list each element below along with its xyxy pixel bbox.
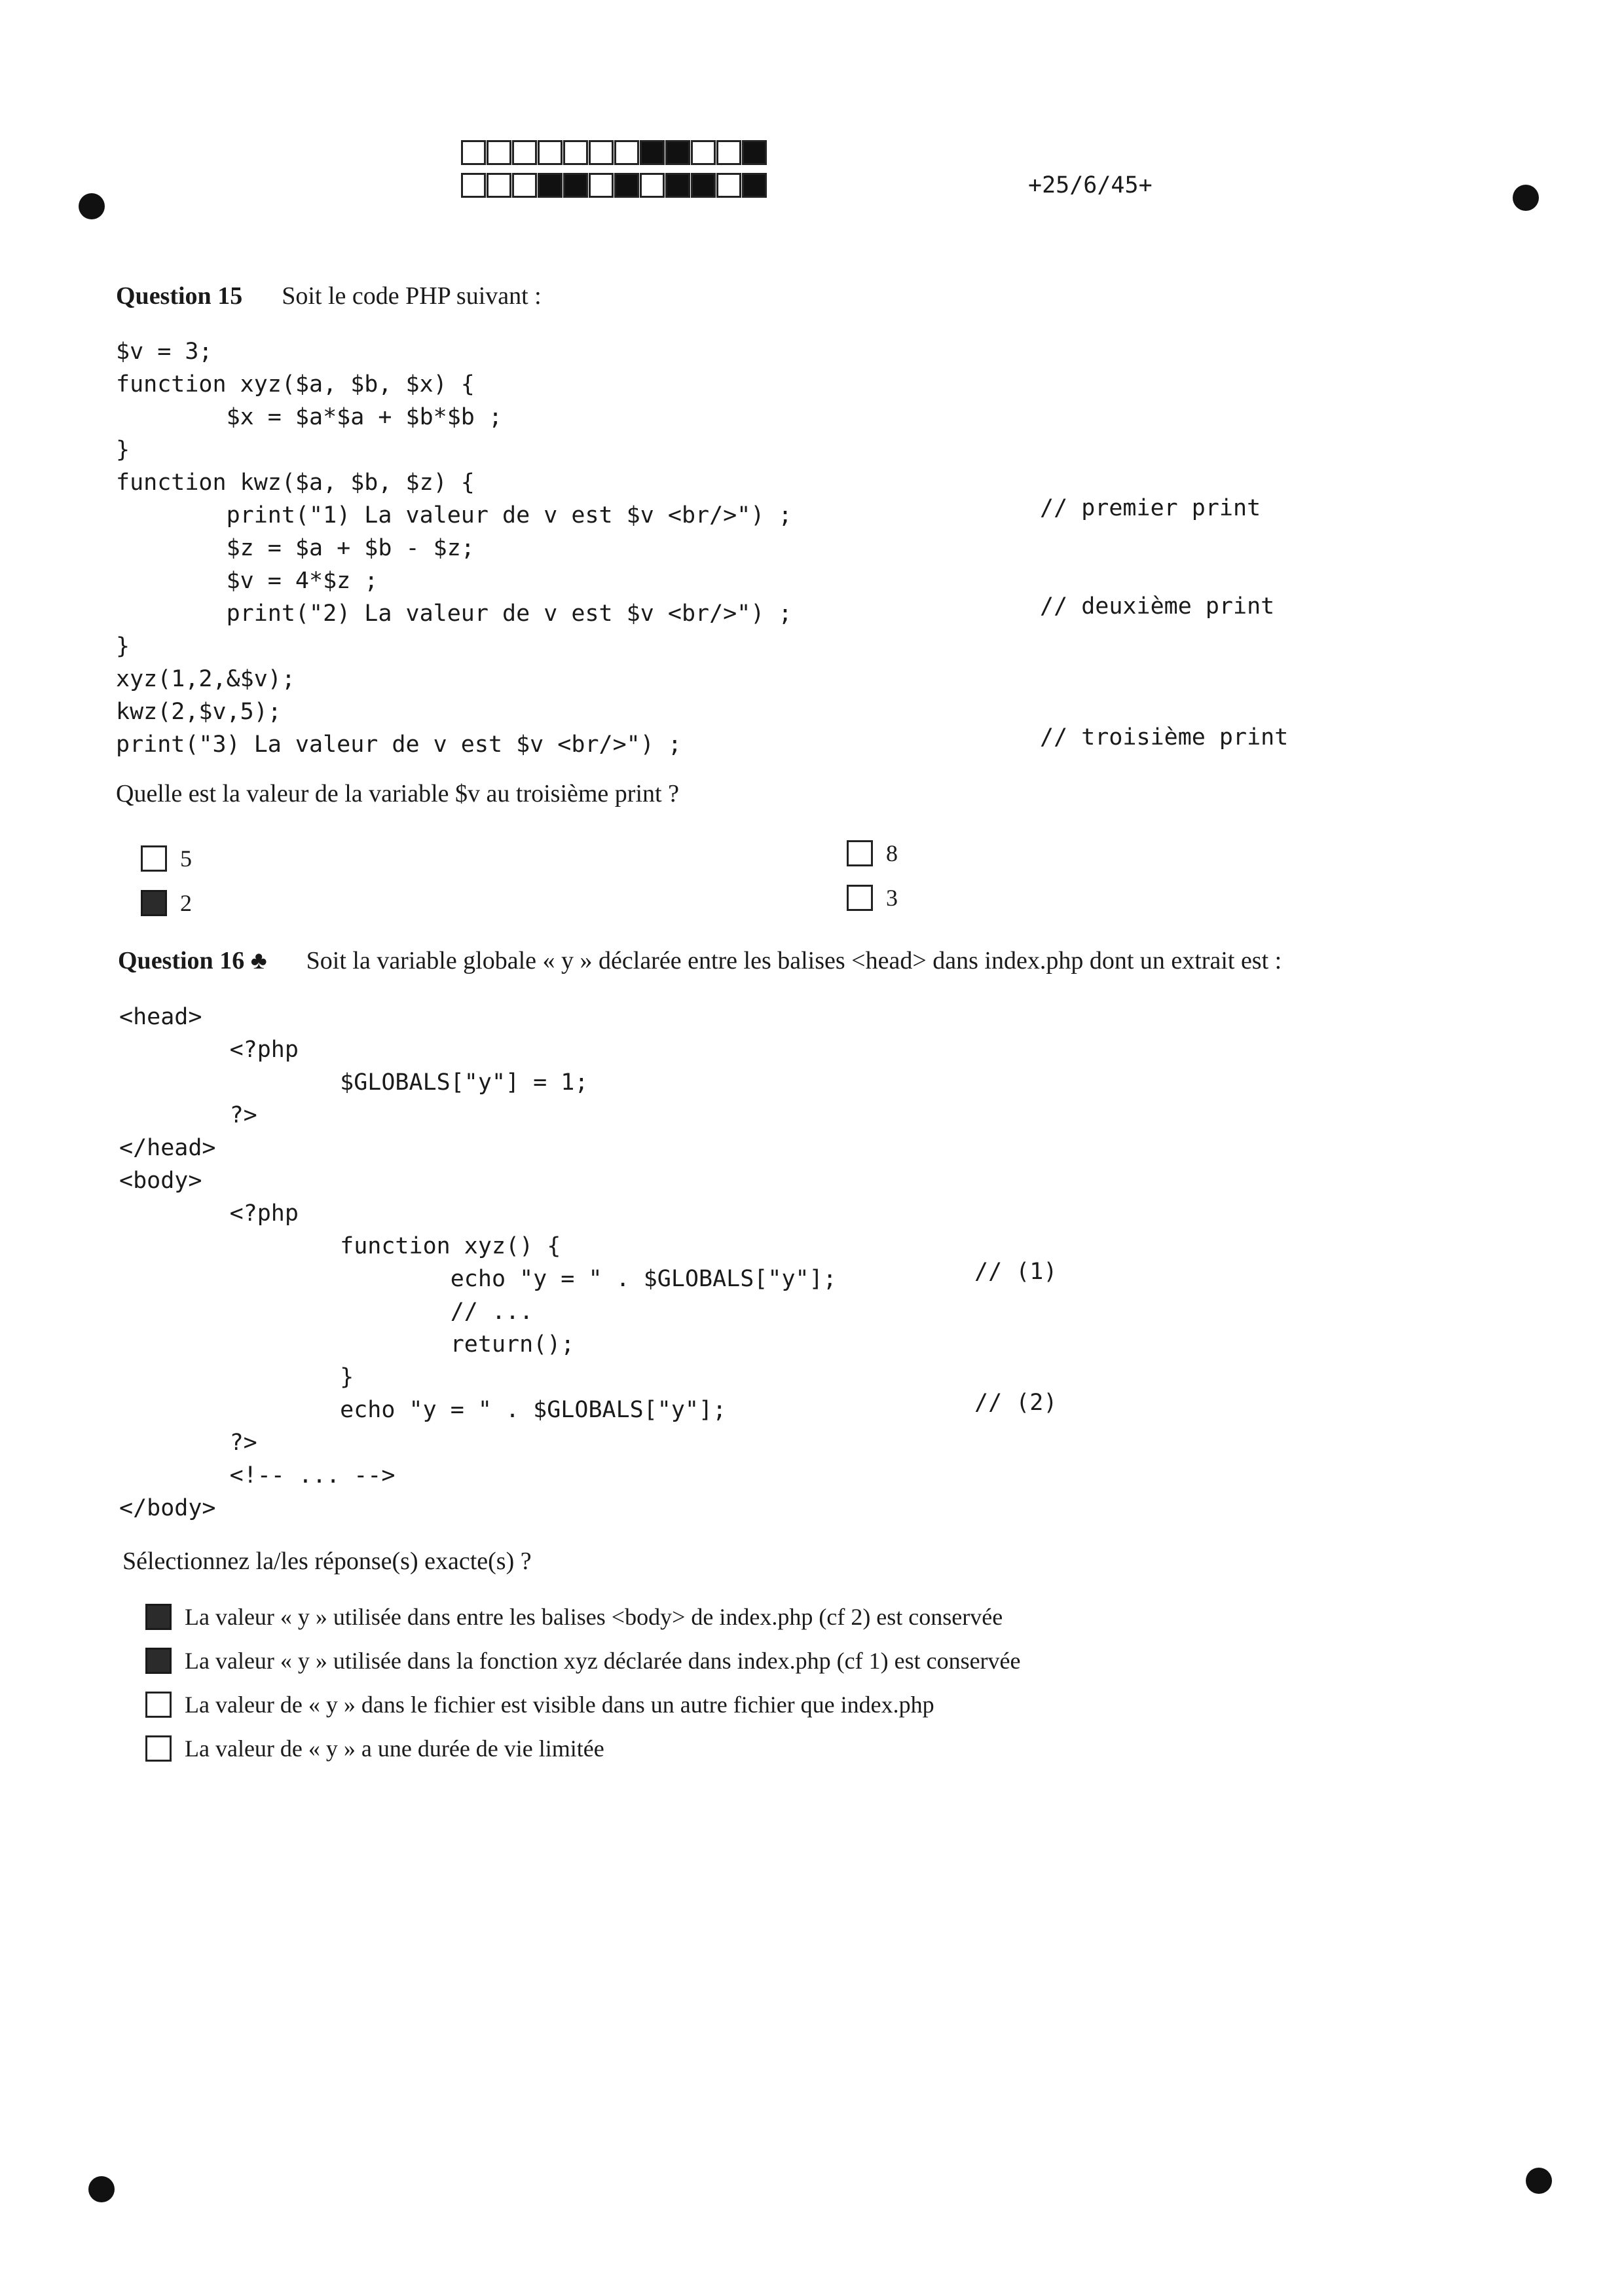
q16-code-line: } <box>119 1364 354 1390</box>
barcode-cell <box>665 173 690 198</box>
q15-code-line: $v = 3; <box>116 339 213 365</box>
barcode-cell <box>665 140 690 165</box>
barcode-cell <box>589 173 614 198</box>
barcode-cell <box>614 173 639 198</box>
q16-option-4-label: La valeur de « y » a une durée de vie limitée <box>185 1735 604 1762</box>
comment-1: // (1) <box>974 1259 1058 1285</box>
registration-mark-top-left <box>79 193 105 219</box>
q15-code-line: } <box>116 633 130 659</box>
q15-option-3-label: 3 <box>886 885 898 911</box>
q15-option-8-label: 8 <box>886 840 898 866</box>
barcode-cell <box>640 140 665 165</box>
q15-option-2-checkbox[interactable] <box>141 890 167 916</box>
q15-code-line: xyz(1,2,&$v); <box>116 666 295 692</box>
question-15-intro: Soit le code PHP suivant : <box>282 282 542 310</box>
barcode-cell <box>487 140 511 165</box>
q16-option-2-checkbox[interactable] <box>145 1648 172 1674</box>
barcode-cell <box>614 140 639 165</box>
q16-option-4-checkbox[interactable] <box>145 1735 172 1762</box>
q16-code-line: return(); <box>119 1331 575 1358</box>
q15-code-line: kwz(2,$v,5); <box>116 699 282 725</box>
q16-code-line: </body> <box>119 1495 216 1521</box>
q15-option-2[interactable] <box>141 889 192 917</box>
q15-option-5-label: 5 <box>180 845 192 872</box>
q16-code-line: <!-- ... --> <box>119 1462 396 1489</box>
q16-option-1-checkbox[interactable] <box>145 1604 172 1630</box>
barcode-cell <box>691 173 716 198</box>
q16-code-line: </head> <box>119 1135 216 1161</box>
barcode-cell <box>640 173 665 198</box>
q16-option-3[interactable] <box>145 1691 934 1718</box>
q15-code-line: function xyz($a, $b, $x) { <box>116 371 475 398</box>
q16-code-line: ?> <box>119 1102 257 1128</box>
q15-option-8[interactable] <box>847 840 898 867</box>
q16-option-1[interactable] <box>145 1603 1003 1631</box>
q16-option-1-label: La valeur « y » utilisée dans entre les balises <body> de index.php (cf 2) est conservée <box>185 1604 1003 1630</box>
q15-code-line: $x = $a*$a + $b*$b ; <box>116 404 503 430</box>
barcode-cell <box>742 140 767 165</box>
q16-code-line: // ... <box>119 1299 534 1325</box>
comment-troisieme-print: // troisième print <box>1040 724 1289 750</box>
barcode-cell <box>716 173 741 198</box>
question-16-code <box>119 1001 837 1525</box>
q16-code-line: $GLOBALS["y"] = 1; <box>119 1069 589 1096</box>
q16-code-line: <head> <box>119 1004 202 1030</box>
barcode-cell <box>589 140 614 165</box>
barcode-cell <box>461 173 486 198</box>
q15-option-2-label: 2 <box>180 890 192 916</box>
comment-premier-print: // premier print <box>1040 495 1261 521</box>
registration-mark-bottom-left <box>88 2176 115 2202</box>
q15-code-line: $v = 4*$z ; <box>116 568 378 594</box>
comment-2: // (2) <box>974 1390 1058 1416</box>
barcode-cell <box>742 173 767 198</box>
q15-code-line: print("2) La valeur de v est $v <br/>") ; <box>116 601 792 627</box>
q16-option-2[interactable] <box>145 1647 1021 1675</box>
q15-option-5-checkbox[interactable] <box>141 845 167 872</box>
question-16-title <box>118 946 1282 975</box>
question-15-prompt: Quelle est la valeur de la variable $v au troisième print ? <box>116 780 679 807</box>
question-16-intro: Soit la variable globale « y » déclarée entre les balises <head> dans index.php dont un extrait est : <box>306 947 1282 974</box>
q15-code-line: $z = $a + $b - $z; <box>116 535 475 561</box>
comment-deuxieme-print: // deuxième print <box>1040 593 1275 620</box>
question-16-prompt: Sélectionnez la/les réponse(s) exacte(s) ? <box>122 1547 532 1575</box>
q16-code-line: <body> <box>119 1168 202 1194</box>
q15-code-line: print("3) La valeur de v est $v <br/>") ; <box>116 731 682 758</box>
question-15-code <box>116 335 792 761</box>
barcode-cell <box>512 173 537 198</box>
q15-code-line: function kwz($a, $b, $z) { <box>116 470 475 496</box>
barcode-cell <box>691 140 716 165</box>
registration-mark-bottom-right <box>1526 2168 1552 2194</box>
barcode-cell <box>563 140 588 165</box>
q16-code-line: <?php <box>119 1200 299 1227</box>
q15-option-5[interactable] <box>141 845 192 872</box>
q16-code-line: ?> <box>119 1430 257 1456</box>
question-15-title <box>116 282 542 310</box>
question-15-number: Question 15 <box>116 282 243 310</box>
q16-code-line: echo "y = " . $GLOBALS["y"]; <box>119 1266 837 1292</box>
q16-code-line: <?php <box>119 1037 299 1063</box>
barcode-cell <box>512 140 537 165</box>
q16-code-line: function xyz() { <box>119 1233 561 1259</box>
sheet-id: +25/6/45+ <box>1028 172 1153 198</box>
q15-code-line: } <box>116 437 130 463</box>
q15-code-line: print("1) La valeur de v est $v <br/>") ; <box>116 502 792 528</box>
registration-mark-top-right <box>1513 185 1539 211</box>
q16-option-2-label: La valeur « y » utilisée dans la fonction xyz déclarée dans index.php (cf 1) est conservée <box>185 1648 1021 1674</box>
barcode-cell <box>487 173 511 198</box>
q16-option-3-label: La valeur de « y » dans le fichier est visible dans un autre fichier que index.php <box>185 1692 934 1718</box>
barcode-cell <box>538 173 563 198</box>
q15-option-8-checkbox[interactable] <box>847 840 873 866</box>
q16-code-line: echo "y = " . $GLOBALS["y"]; <box>119 1397 727 1423</box>
q16-option-4[interactable] <box>145 1735 604 1762</box>
barcode-cell <box>461 140 486 165</box>
barcode-cell <box>716 140 741 165</box>
barcode-cell <box>563 173 588 198</box>
q16-option-3-checkbox[interactable] <box>145 1692 172 1718</box>
q15-option-3[interactable] <box>847 884 898 912</box>
question-16-number: Question 16 ♣ <box>118 947 267 974</box>
q15-option-3-checkbox[interactable] <box>847 885 873 911</box>
barcode-cell <box>538 140 563 165</box>
